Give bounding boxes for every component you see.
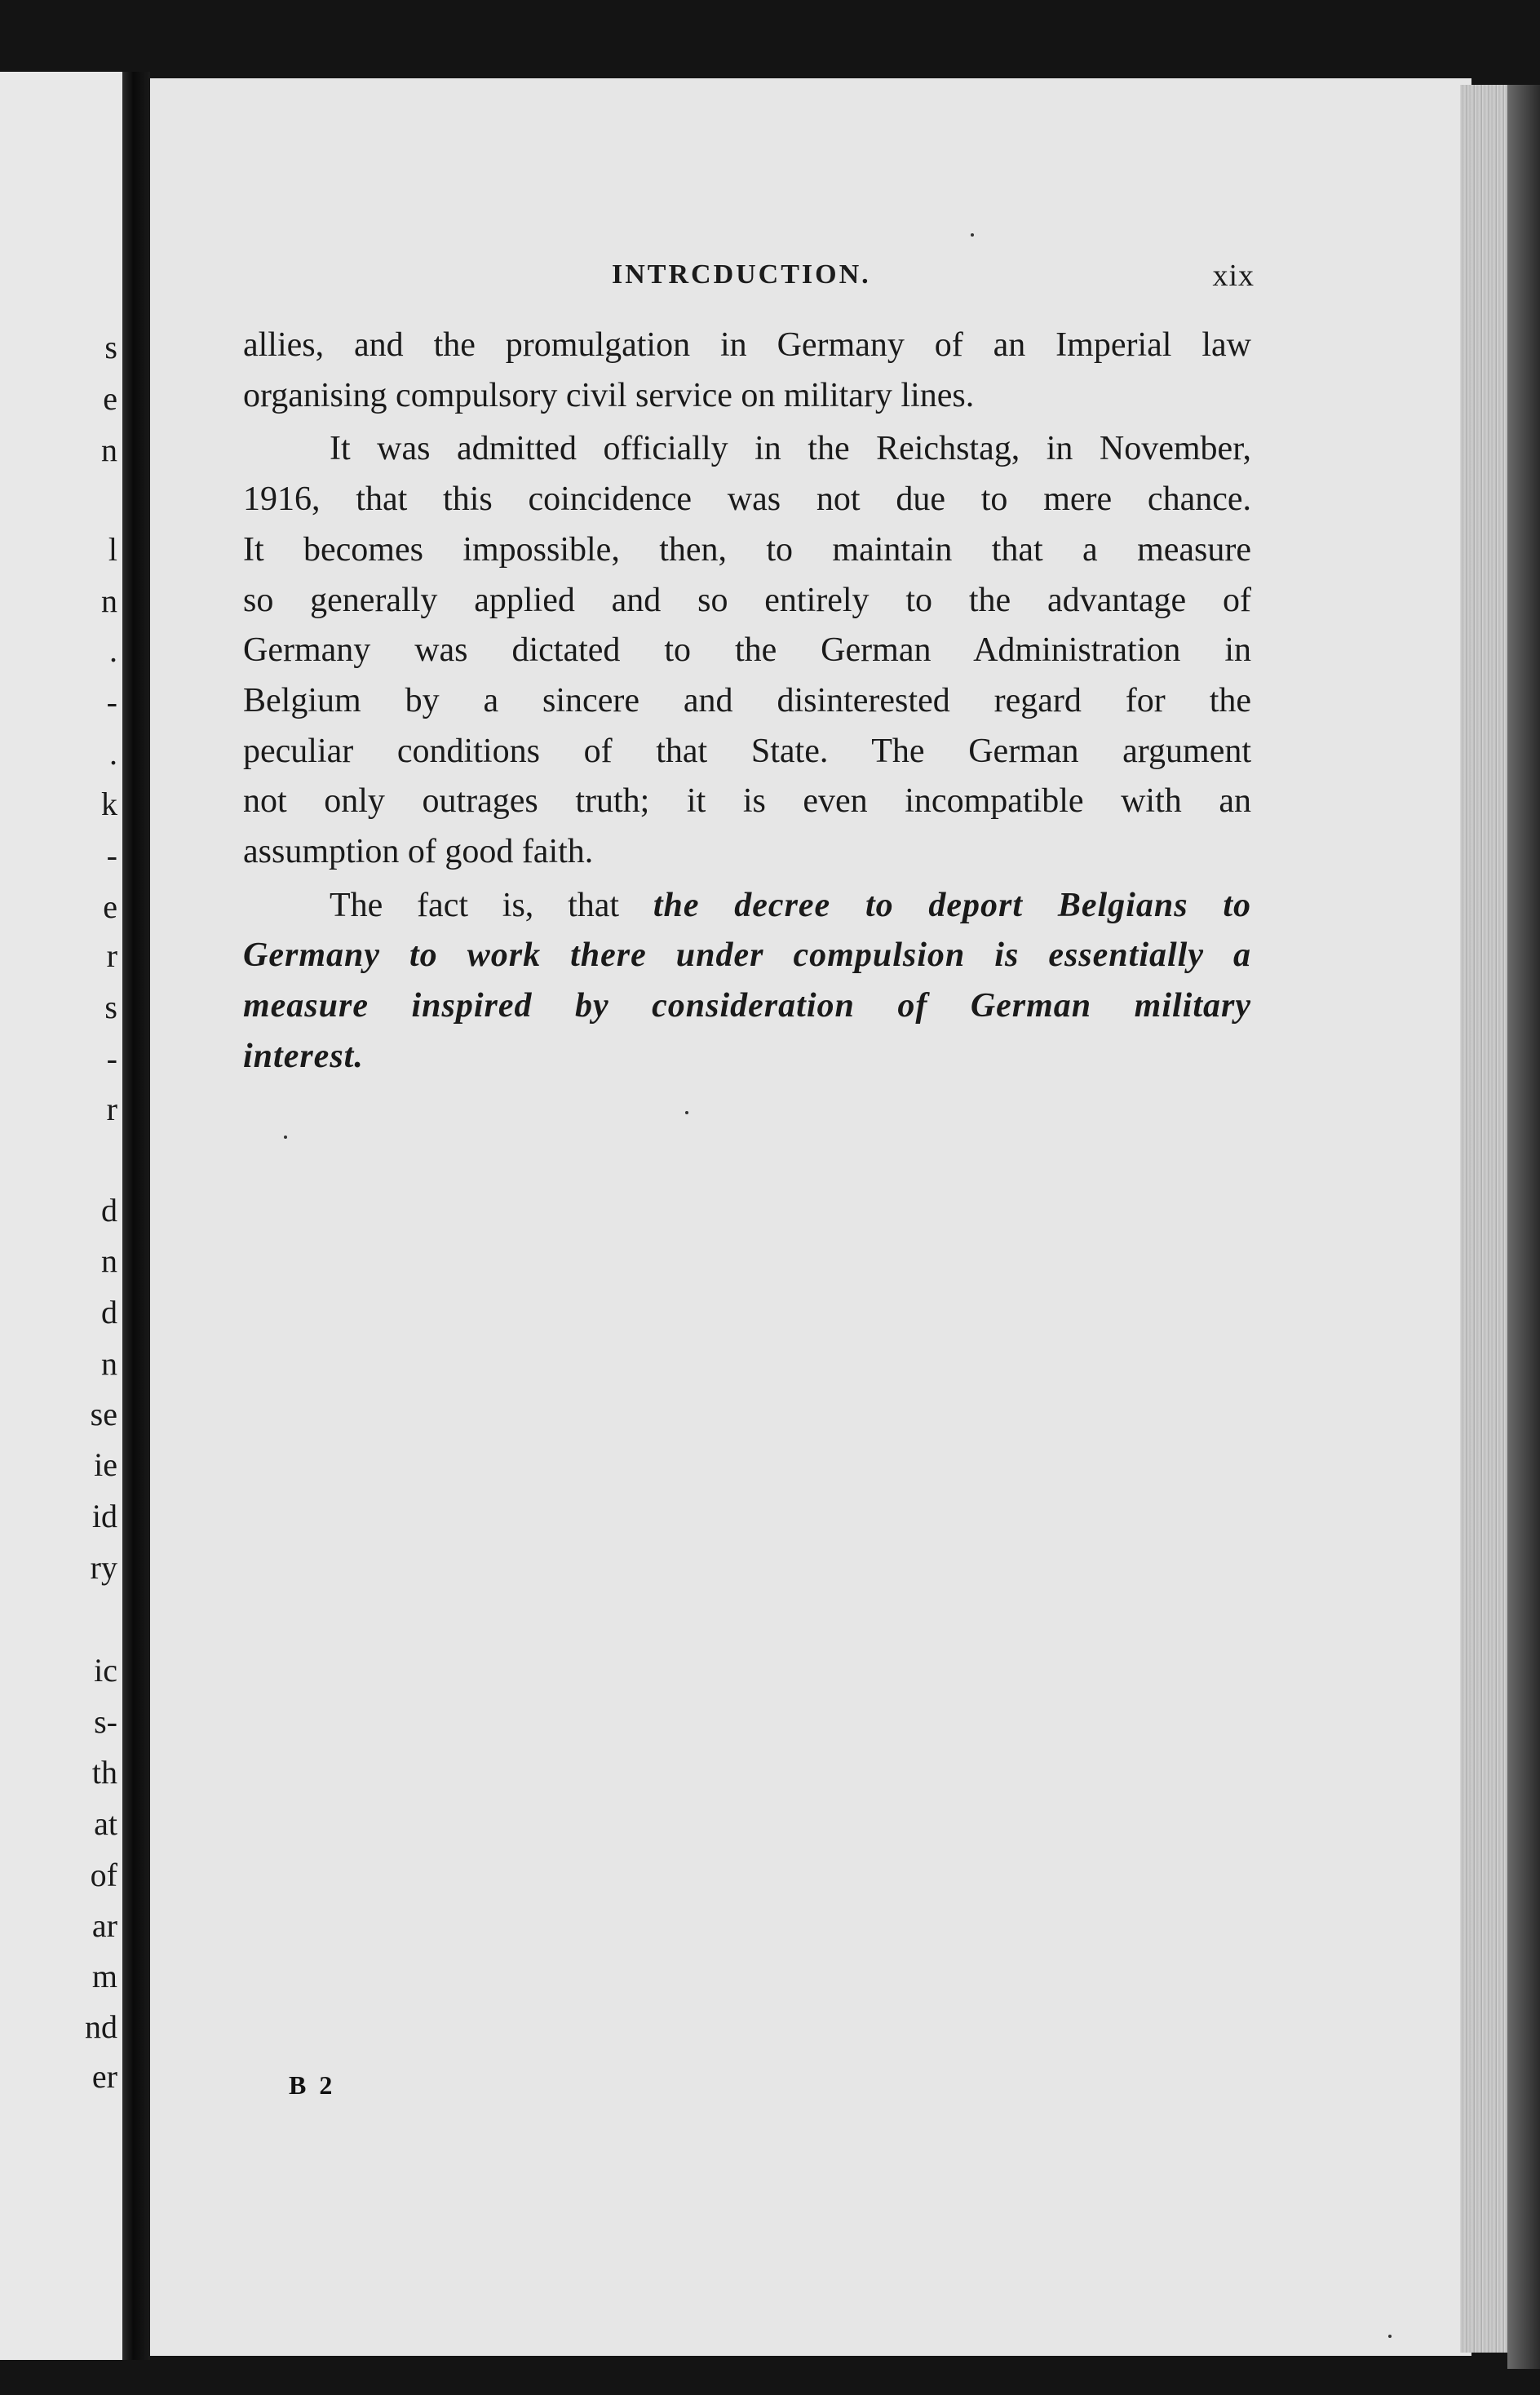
fragment: nd xyxy=(85,2008,117,2045)
running-head: INTRCDUCTION. xyxy=(612,259,871,290)
fragment: k xyxy=(101,786,117,822)
italic-run: Germany to work there under compulsion is essentially a xyxy=(243,936,1251,975)
dust-speck xyxy=(1388,2335,1392,2338)
fragment: ic xyxy=(94,1652,117,1689)
text-line: It was admitted officially in the Reichstag, in November, xyxy=(330,430,1251,468)
page-edge-stack xyxy=(1460,85,1509,2353)
fragment: n xyxy=(101,432,117,468)
text-line xyxy=(243,881,1251,932)
dust-speck xyxy=(971,233,974,237)
fragment: ry xyxy=(90,1549,117,1586)
fragment: n xyxy=(101,582,117,619)
fragment: . xyxy=(109,735,117,772)
text-line: peculiar conditions of that State. The German argument xyxy=(243,732,1251,770)
facing-page-text-fragments xyxy=(0,72,124,2360)
page-edge-shadow xyxy=(1507,85,1540,2369)
fragment: e xyxy=(103,380,117,417)
fragment: er xyxy=(91,2058,117,2095)
text-line: so generally applied and so entirely to the advantage of xyxy=(243,581,1251,619)
page-number: xix xyxy=(1212,259,1255,293)
fragment: id xyxy=(91,1498,117,1534)
text-line: not only outrages truth; it is even incompatible with an xyxy=(243,782,1251,821)
fragment: of xyxy=(90,1857,117,1893)
fragment: ar xyxy=(91,1907,117,1944)
text-line: It becomes impossible, then, to maintain that a measure xyxy=(243,530,1251,569)
fragment: d xyxy=(101,1192,117,1228)
dust-speck xyxy=(284,1136,287,1139)
fragment: m xyxy=(91,1958,117,1994)
fragment: - xyxy=(106,1040,117,1077)
text-line xyxy=(243,1032,1251,1082)
book-gutter xyxy=(122,72,150,2360)
fragment: th xyxy=(91,1754,117,1791)
fragment: - xyxy=(106,684,117,720)
italic-run: interest. xyxy=(243,1037,364,1075)
text-line: allies, and the promulgation in Germany of an Imperial law xyxy=(243,326,1251,364)
fragment: at xyxy=(94,1805,117,1842)
fragment: d xyxy=(101,1294,117,1330)
text-run: The fact is, that xyxy=(330,886,620,924)
text-line: 1916, that this coincidence was not due to mere chance. xyxy=(243,480,1251,519)
fragment: s xyxy=(104,989,117,1025)
signature-mark: B 2 xyxy=(289,2070,336,2100)
text-line: organising compulsory civil service on military lines. xyxy=(243,376,975,414)
italic-run: the decree to deport Belgians to xyxy=(653,886,1251,924)
fragment: . xyxy=(109,632,117,669)
fragment: r xyxy=(106,1091,117,1127)
fragment: ie xyxy=(94,1446,117,1483)
text-line xyxy=(243,981,1251,1032)
fragment: se xyxy=(90,1396,117,1432)
fragment: n xyxy=(101,1345,117,1382)
fragment: e xyxy=(103,888,117,925)
fragment: s xyxy=(104,329,117,365)
dust-speck xyxy=(685,1111,688,1114)
body-text xyxy=(243,321,1251,1082)
fragment: l xyxy=(108,531,117,568)
text-line: assumption of good faith. xyxy=(243,833,594,871)
facing-page xyxy=(0,72,124,2360)
italic-run: measure inspired by consideration of German military xyxy=(243,987,1251,1025)
fragment: n xyxy=(101,1242,117,1279)
text-line: Germany was dictated to the German Administration in xyxy=(243,631,1251,670)
fragment: s- xyxy=(94,1703,117,1740)
text-line: Belgium by a sincere and disinterested regard for the xyxy=(243,681,1251,719)
fragment: - xyxy=(106,837,117,874)
fragment: r xyxy=(106,937,117,974)
page-header xyxy=(612,259,1264,300)
text-line xyxy=(243,931,1251,981)
